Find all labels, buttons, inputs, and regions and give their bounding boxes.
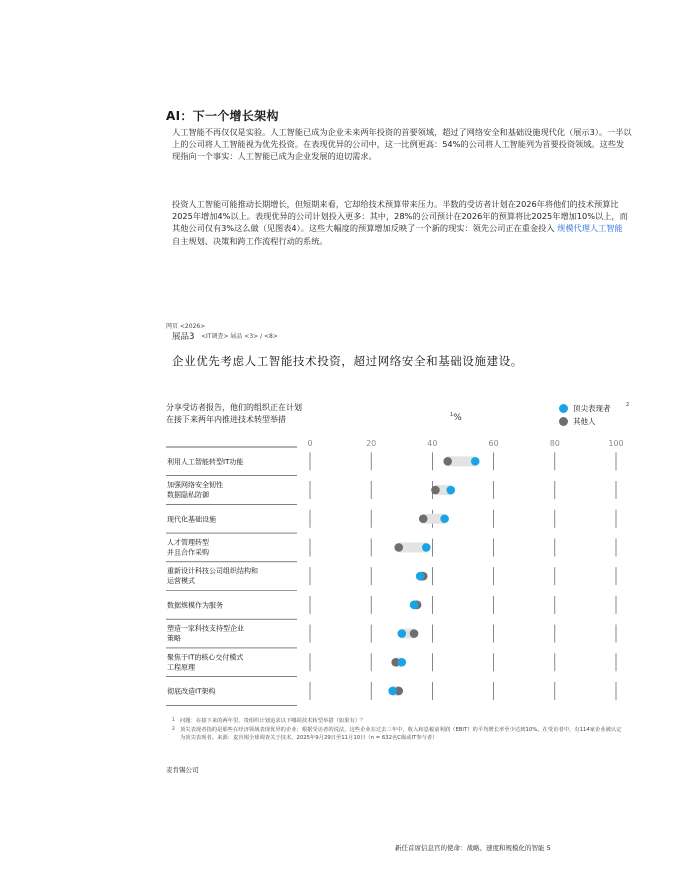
chart-subtitle-line2: 在接下来两年内推进技术转型举措 [166, 415, 286, 424]
category-label: 聚焦于IT的核心交付模式工程原理 [167, 653, 244, 672]
x-tick-label: 80 [549, 439, 560, 448]
top-performer-point [416, 572, 425, 581]
category-label: 塑造一家科技支持型企业策略 [167, 624, 244, 643]
budget-paragraph-tail: 自主规划、决策和跨工作流程行动的系统。 [172, 235, 328, 246]
others-point [410, 629, 419, 638]
top-performer-point [446, 486, 455, 495]
agentic-ai-link[interactable]: 规模代理人工智能 [557, 223, 623, 234]
top-performer-point [388, 687, 397, 696]
legend-top-label: 顶尖表现者 [573, 404, 611, 413]
x-tick-label: 60 [488, 439, 499, 448]
footnote-2-text: 顶尖表现者指的是那些在经济领域表现优异的企业：根据受访者的说法，这些企业在过去三年中，收入和息税前利润（EBIT）的平均增长率至少达到10%。在受访者中，有114家企业被认定为顶尖表现者。来源：麦肯锡全球调查关于技术，2025年9月29日至11月10日（n = 632名C级或IT参与者） [180, 726, 622, 741]
category-label: 重新设计科技公司组织结构和运营模式 [167, 567, 258, 586]
page-label: 网页 <2026> [166, 323, 206, 330]
page-footer: 新任首席信息官的使命：战略、速度和规模化的智能 5 [395, 844, 551, 852]
others-point [443, 457, 452, 466]
legend-others-label: 其他人 [573, 417, 596, 426]
budget-paragraph-text: 投资人工智能可能推动长期增长，但短期来看，它却给技术预算带来压力。半数的受访者计划在2026年将他们的技术预算比2025年增加4%以上。表现优异的公司计划投入更多：其中，28%的公司预计在2026年的预算将比2025年增加10%以上，而其他公司仅有3%这么做（见图表4）。这些大幅度的预算增加反映了一个新的现实：领先公司正在重金投入 [172, 199, 628, 234]
exhibit-number: 展品3 [172, 332, 195, 342]
category-label: 数据规模作为服务 [167, 601, 223, 610]
others-point [419, 514, 428, 523]
category-label: 现代化基础设施 [167, 515, 216, 524]
footnote-1-number: 1 [172, 718, 175, 723]
top-performer-point [471, 457, 480, 466]
brand-name: 麦肯锡公司 [166, 766, 199, 774]
intro-paragraph: 人工智能不再仅仅是实验。人工智能已成为企业未来两年投资的首要领域，超过了网络安全和基础设施现代化（展示3）。一半以上的公司将人工智能视为优先投资。在表现优异的公司中，这一比例更高：54%的公司将人工智能列为首要投资领域。这些发现指向一个事实：人工智能已成为企业发展的迫切需求。 [172, 127, 632, 162]
others-point [431, 486, 440, 495]
chart-subtitle-line1: 分享受访者报告，他们的组织正在计划 [166, 403, 302, 412]
top-performer-point [440, 514, 449, 523]
percent-unit: % [453, 413, 462, 423]
section-title: AI：下一个增长架构 [166, 109, 279, 123]
exhibit-title: 企业优先考虑人工智能技术投资，超过网络安全和基础设施建设。 [172, 354, 523, 368]
category-label: 人才管理转型并且合作采购 [167, 538, 209, 557]
top-performer-point [398, 658, 407, 667]
x-tick-label: 20 [366, 439, 377, 448]
x-tick-label: 0 [307, 439, 313, 448]
x-tick-label: 40 [427, 439, 438, 448]
footnotes [172, 717, 622, 743]
top-performer-point [398, 629, 407, 638]
footnote-1-text: 问题：在接下来的两年里，贵组织计划追求以下哪项技术转型举措（如果有）？ [180, 718, 366, 724]
percent-footnote-marker: 1 [450, 412, 454, 418]
footnote-2-number: 2 [172, 726, 175, 732]
legend-footnote-marker: 2 [626, 402, 630, 408]
others-point [394, 543, 403, 552]
category-label: 加强网络安全韧性数据隐私防御 [167, 481, 223, 500]
exhibit-meta: <IT调查> 展品 <3> / <8> [201, 333, 278, 340]
x-tick-label: 100 [608, 439, 624, 448]
top-performer-point [410, 601, 419, 610]
footnote-1 [172, 717, 622, 726]
category-label: 利用人工智能转型IT功能 [167, 457, 244, 466]
top-performer-point [422, 543, 431, 552]
footnote-2 [172, 726, 622, 743]
category-label: 彻底改造IT架构 [167, 687, 216, 696]
